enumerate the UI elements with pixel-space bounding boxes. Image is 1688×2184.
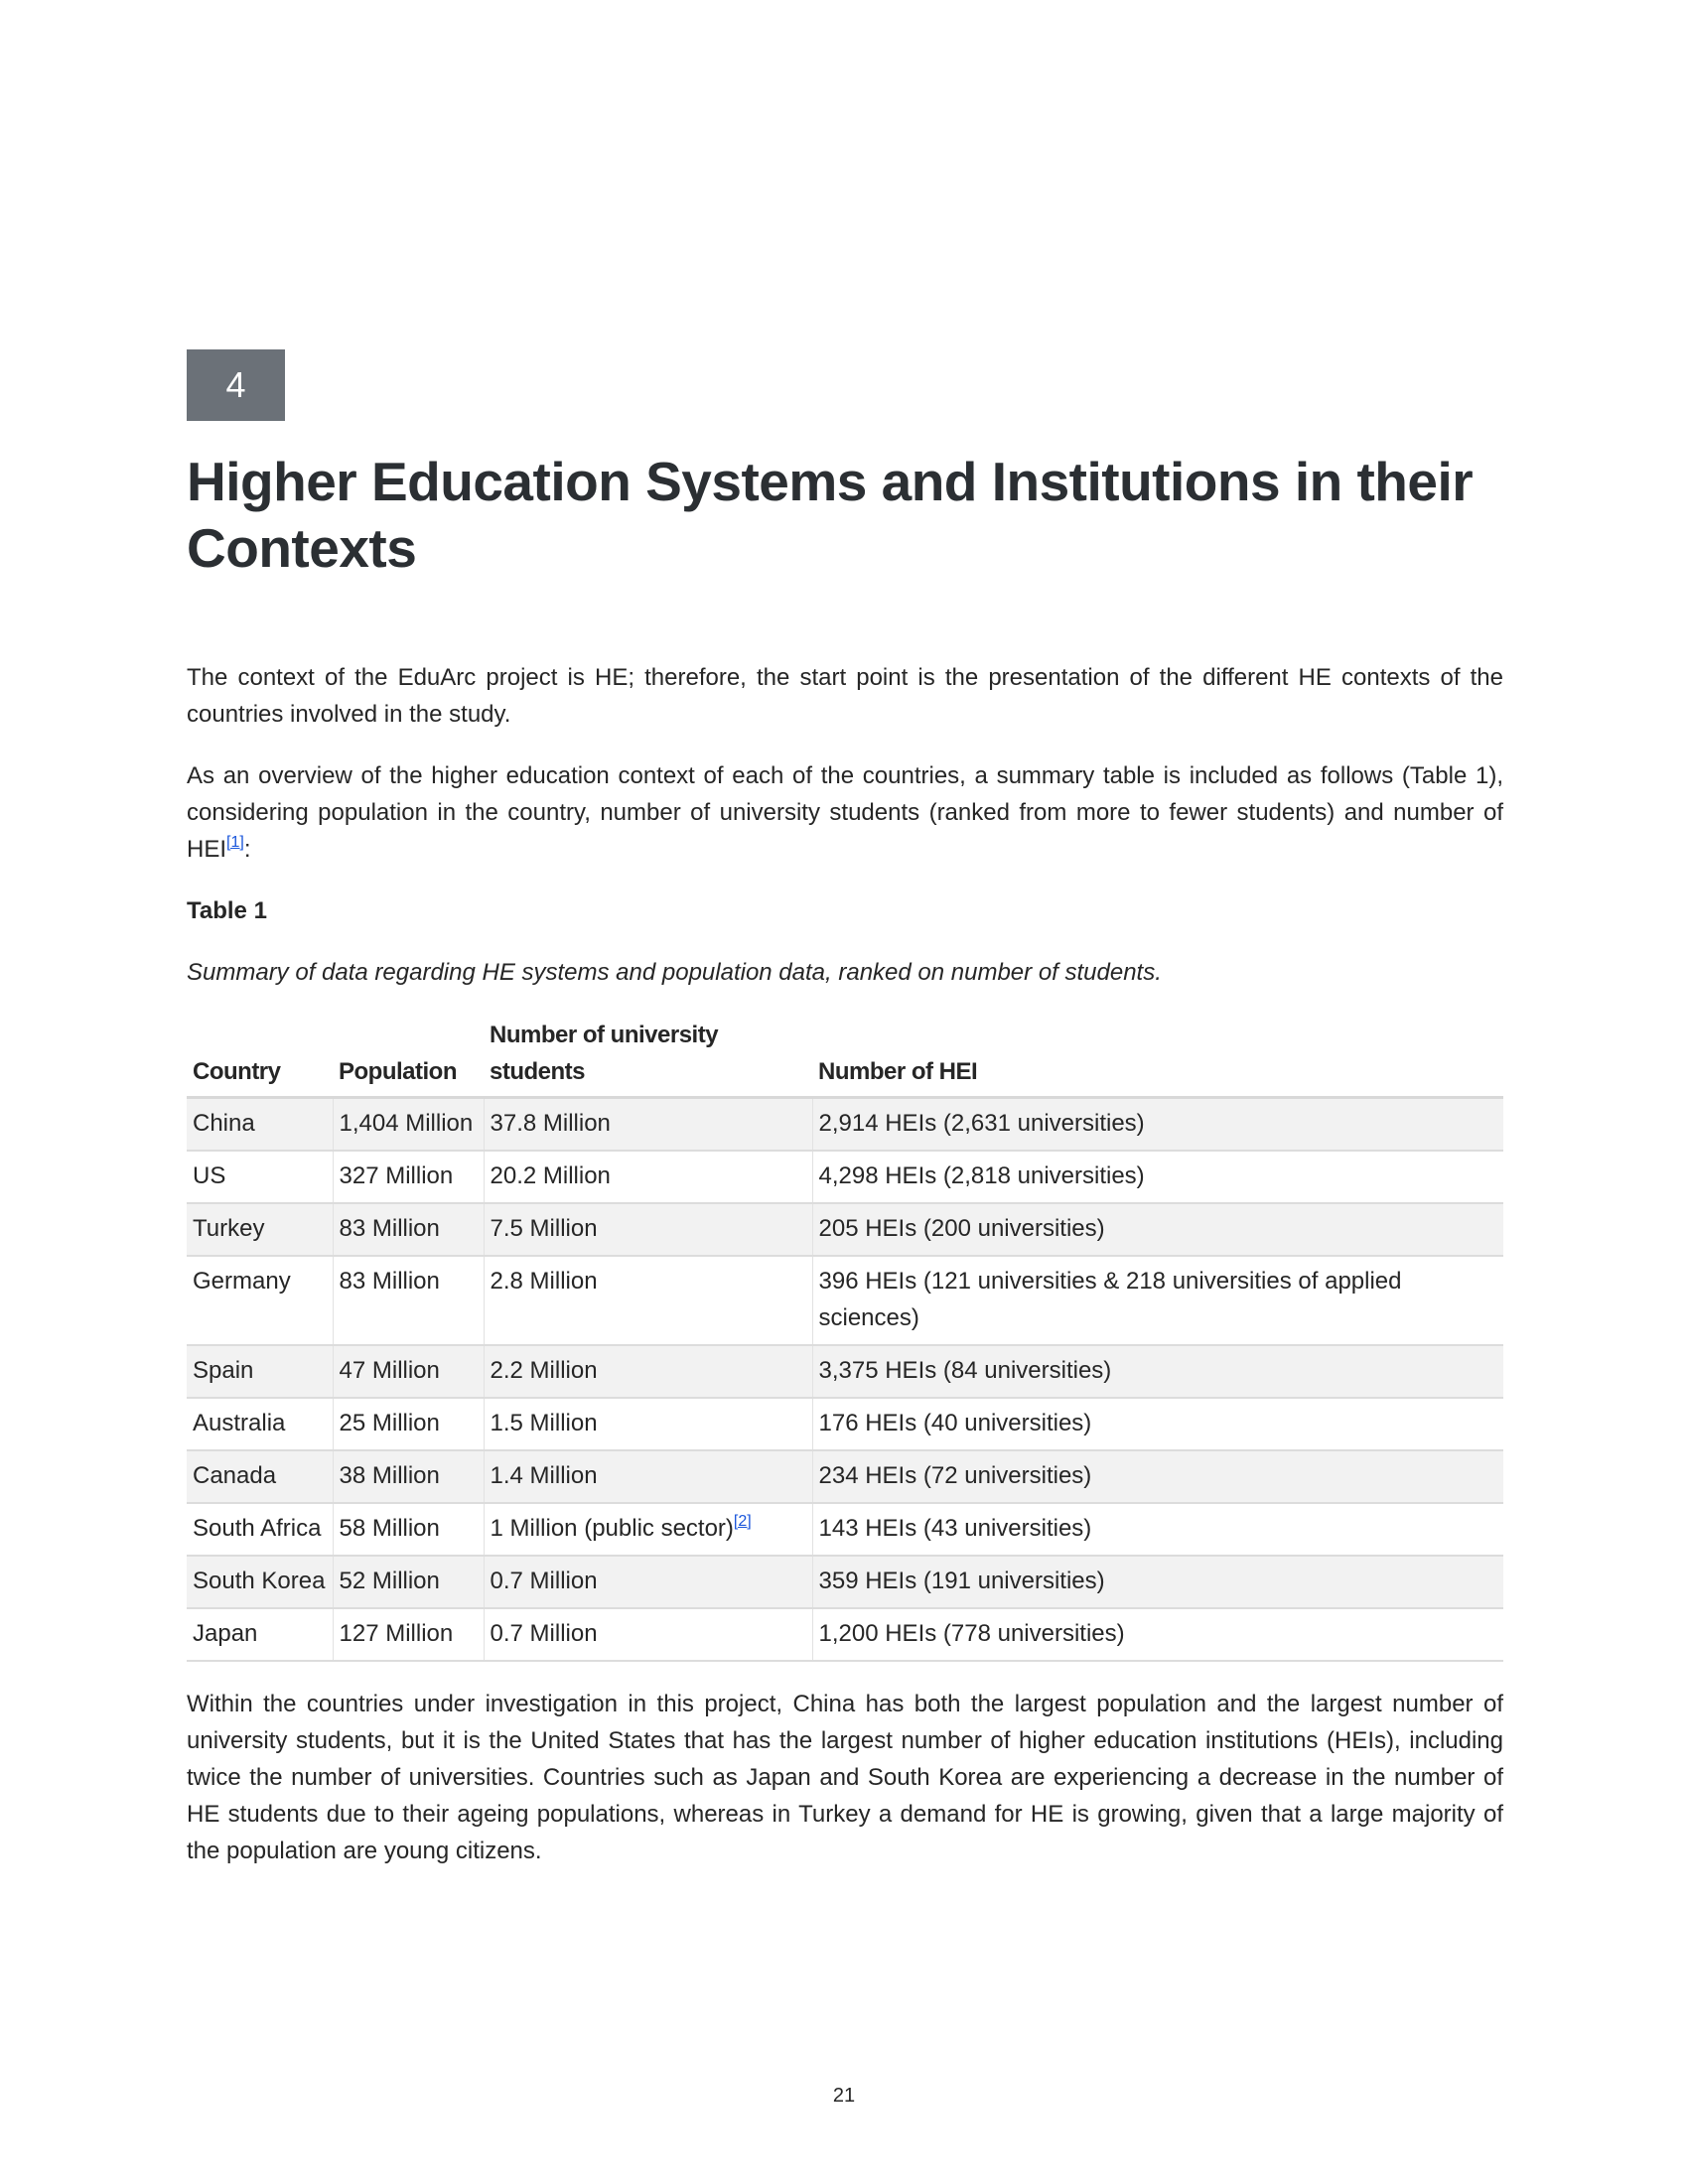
population-cell [333,1608,484,1661]
population-cell-text: 25 Million [339,1410,440,1436]
population-cell [333,1503,484,1556]
header-hei: Number of HEI [812,1017,1503,1098]
population-cell [333,1256,484,1345]
overview-colon: : [243,836,251,863]
hei-cell [812,1556,1503,1608]
students-cell [484,1450,812,1503]
table-label: Table 1 [187,897,267,924]
country-cell-text: Turkey [193,1215,265,1242]
intro-paragraph: The context of the EduArc project is HE; therefore, the start point is the presentation of the different HE contexts of the countries involved in the study. [187,664,1503,728]
population-cell [333,1556,484,1608]
country-cell-text: South Korea [193,1568,326,1594]
students-cell [484,1556,812,1608]
hei-cell [812,1203,1503,1256]
country-cell [187,1256,333,1345]
table-body [187,1098,1503,1662]
students-cell-text: 37.8 Million [490,1110,611,1137]
body-content [187,659,1503,1894]
overview-text: As an overview of the higher education context of each of the countries, a summary table is included as follows (Table 1), considering population in the country, number of university students (ranked from more to fewer students) and number of HEI [187,762,1503,863]
summary-table [187,1017,1503,1662]
table-row [187,1556,1503,1608]
table-row [187,1151,1503,1203]
population-cell-text: 38 Million [339,1462,440,1489]
students-cell-text: 1.4 Million [490,1462,598,1489]
students-cell [484,1345,812,1398]
country-cell [187,1503,333,1556]
population-cell [333,1098,484,1152]
closing-paragraph: Within the countries under investigation in this project, China has both the largest population and the largest number of university students, but it is the United States that has the largest number of higher education institutions (HEIs), including twice the number of universities. Countries such as Japan and South Korea are experiencing a decrease in the number of HE students due to their ageing populations, whereas in Turkey a demand for HE is growing, given that a large majority of the population are young citizens. [187,1691,1503,1864]
hei-cell-text: 396 HEIs (121 universities & 218 universities of applied sciences) [818,1268,1402,1331]
hei-cell [812,1256,1503,1345]
population-cell [333,1345,484,1398]
hei-cell-text: 234 HEIs (72 universities) [818,1462,1092,1489]
population-cell [333,1203,484,1256]
table-row [187,1450,1503,1503]
population-cell-text: 83 Million [339,1215,440,1242]
students-cell-text: 0.7 Million [490,1620,598,1647]
hei-cell-text: 3,375 HEIs (84 universities) [818,1357,1112,1384]
hei-cell-text: 176 HEIs (40 universities) [818,1410,1092,1436]
hei-cell [812,1398,1503,1450]
population-cell [333,1398,484,1450]
students-cell [484,1398,812,1450]
country-cell-text: South Africa [193,1515,322,1542]
overview-paragraph [187,757,1503,868]
country-cell-text: Japan [193,1620,258,1647]
hei-cell-text: 2,914 HEIs (2,631 universities) [818,1110,1145,1137]
population-cell [333,1450,484,1503]
population-cell [333,1151,484,1203]
table-header-row [187,1017,1503,1098]
population-cell-text: 47 Million [339,1357,440,1384]
country-cell-text: China [193,1110,255,1137]
population-cell-text: 127 Million [339,1620,454,1647]
students-cell [484,1256,812,1345]
students-cell-text: 20.2 Million [490,1162,611,1189]
header-country: Country [187,1017,333,1098]
hei-cell-text: 143 HEIs (43 universities) [818,1515,1092,1542]
students-cell-text: 7.5 Million [490,1215,598,1242]
country-cell [187,1151,333,1203]
country-cell [187,1398,333,1450]
hei-cell-text: 359 HEIs (191 universities) [818,1568,1105,1594]
hei-cell [812,1345,1503,1398]
students-cell-text: 1 Million (public sector) [490,1515,734,1542]
table-row [187,1503,1503,1556]
students-cell [484,1608,812,1661]
table-row [187,1203,1503,1256]
students-cell-text: 2.8 Million [490,1268,598,1295]
students-cell-text: 2.2 Million [490,1357,598,1384]
country-cell [187,1098,333,1152]
page-number: 21 [832,2085,856,2107]
table-row [187,1256,1503,1345]
header-students: Number of university students [484,1017,812,1098]
population-cell-text: 58 Million [339,1515,440,1542]
hei-cell [812,1503,1503,1556]
population-cell-text: 83 Million [339,1268,440,1295]
country-cell-text: Australia [193,1410,286,1436]
students-cell [484,1503,812,1556]
country-cell-text: Germany [193,1268,291,1295]
population-cell-text: 52 Million [339,1568,440,1594]
students-cell-text: 0.7 Million [490,1568,598,1594]
students-cell [484,1151,812,1203]
table-row [187,1098,1503,1152]
country-cell [187,1450,333,1503]
footnote-link-2[interactable]: [2] [733,1513,752,1530]
hei-cell [812,1098,1503,1152]
table-row [187,1398,1503,1450]
hei-cell [812,1151,1503,1203]
footnote-link-1[interactable]: [1] [226,834,244,851]
hei-cell-text: 1,200 HEIs (778 universities) [818,1620,1125,1647]
hei-cell [812,1608,1503,1661]
students-cell [484,1098,812,1152]
country-cell-text: US [193,1162,226,1189]
header-population: Population [333,1017,484,1098]
hei-cell-text: 205 HEIs (200 universities) [818,1215,1105,1242]
table-caption: Summary of data regarding HE systems and population data, ranked on number of students. [187,959,1162,986]
students-cell [484,1203,812,1256]
country-cell [187,1345,333,1398]
table-row [187,1345,1503,1398]
population-cell-text: 327 Million [339,1162,454,1189]
country-cell-text: Spain [193,1357,254,1384]
table-row [187,1608,1503,1661]
chapter-number-badge: 4 [187,349,285,421]
hei-cell [812,1450,1503,1503]
country-cell [187,1556,333,1608]
chapter-title: Higher Education Systems and Institutions in their Contexts [187,451,1474,579]
students-cell-text: 1.5 Million [490,1410,598,1436]
population-cell-text: 1,404 Million [339,1110,474,1137]
country-cell [187,1203,333,1256]
country-cell [187,1608,333,1661]
country-cell-text: Canada [193,1462,277,1489]
hei-cell-text: 4,298 HEIs (2,818 universities) [818,1162,1145,1189]
